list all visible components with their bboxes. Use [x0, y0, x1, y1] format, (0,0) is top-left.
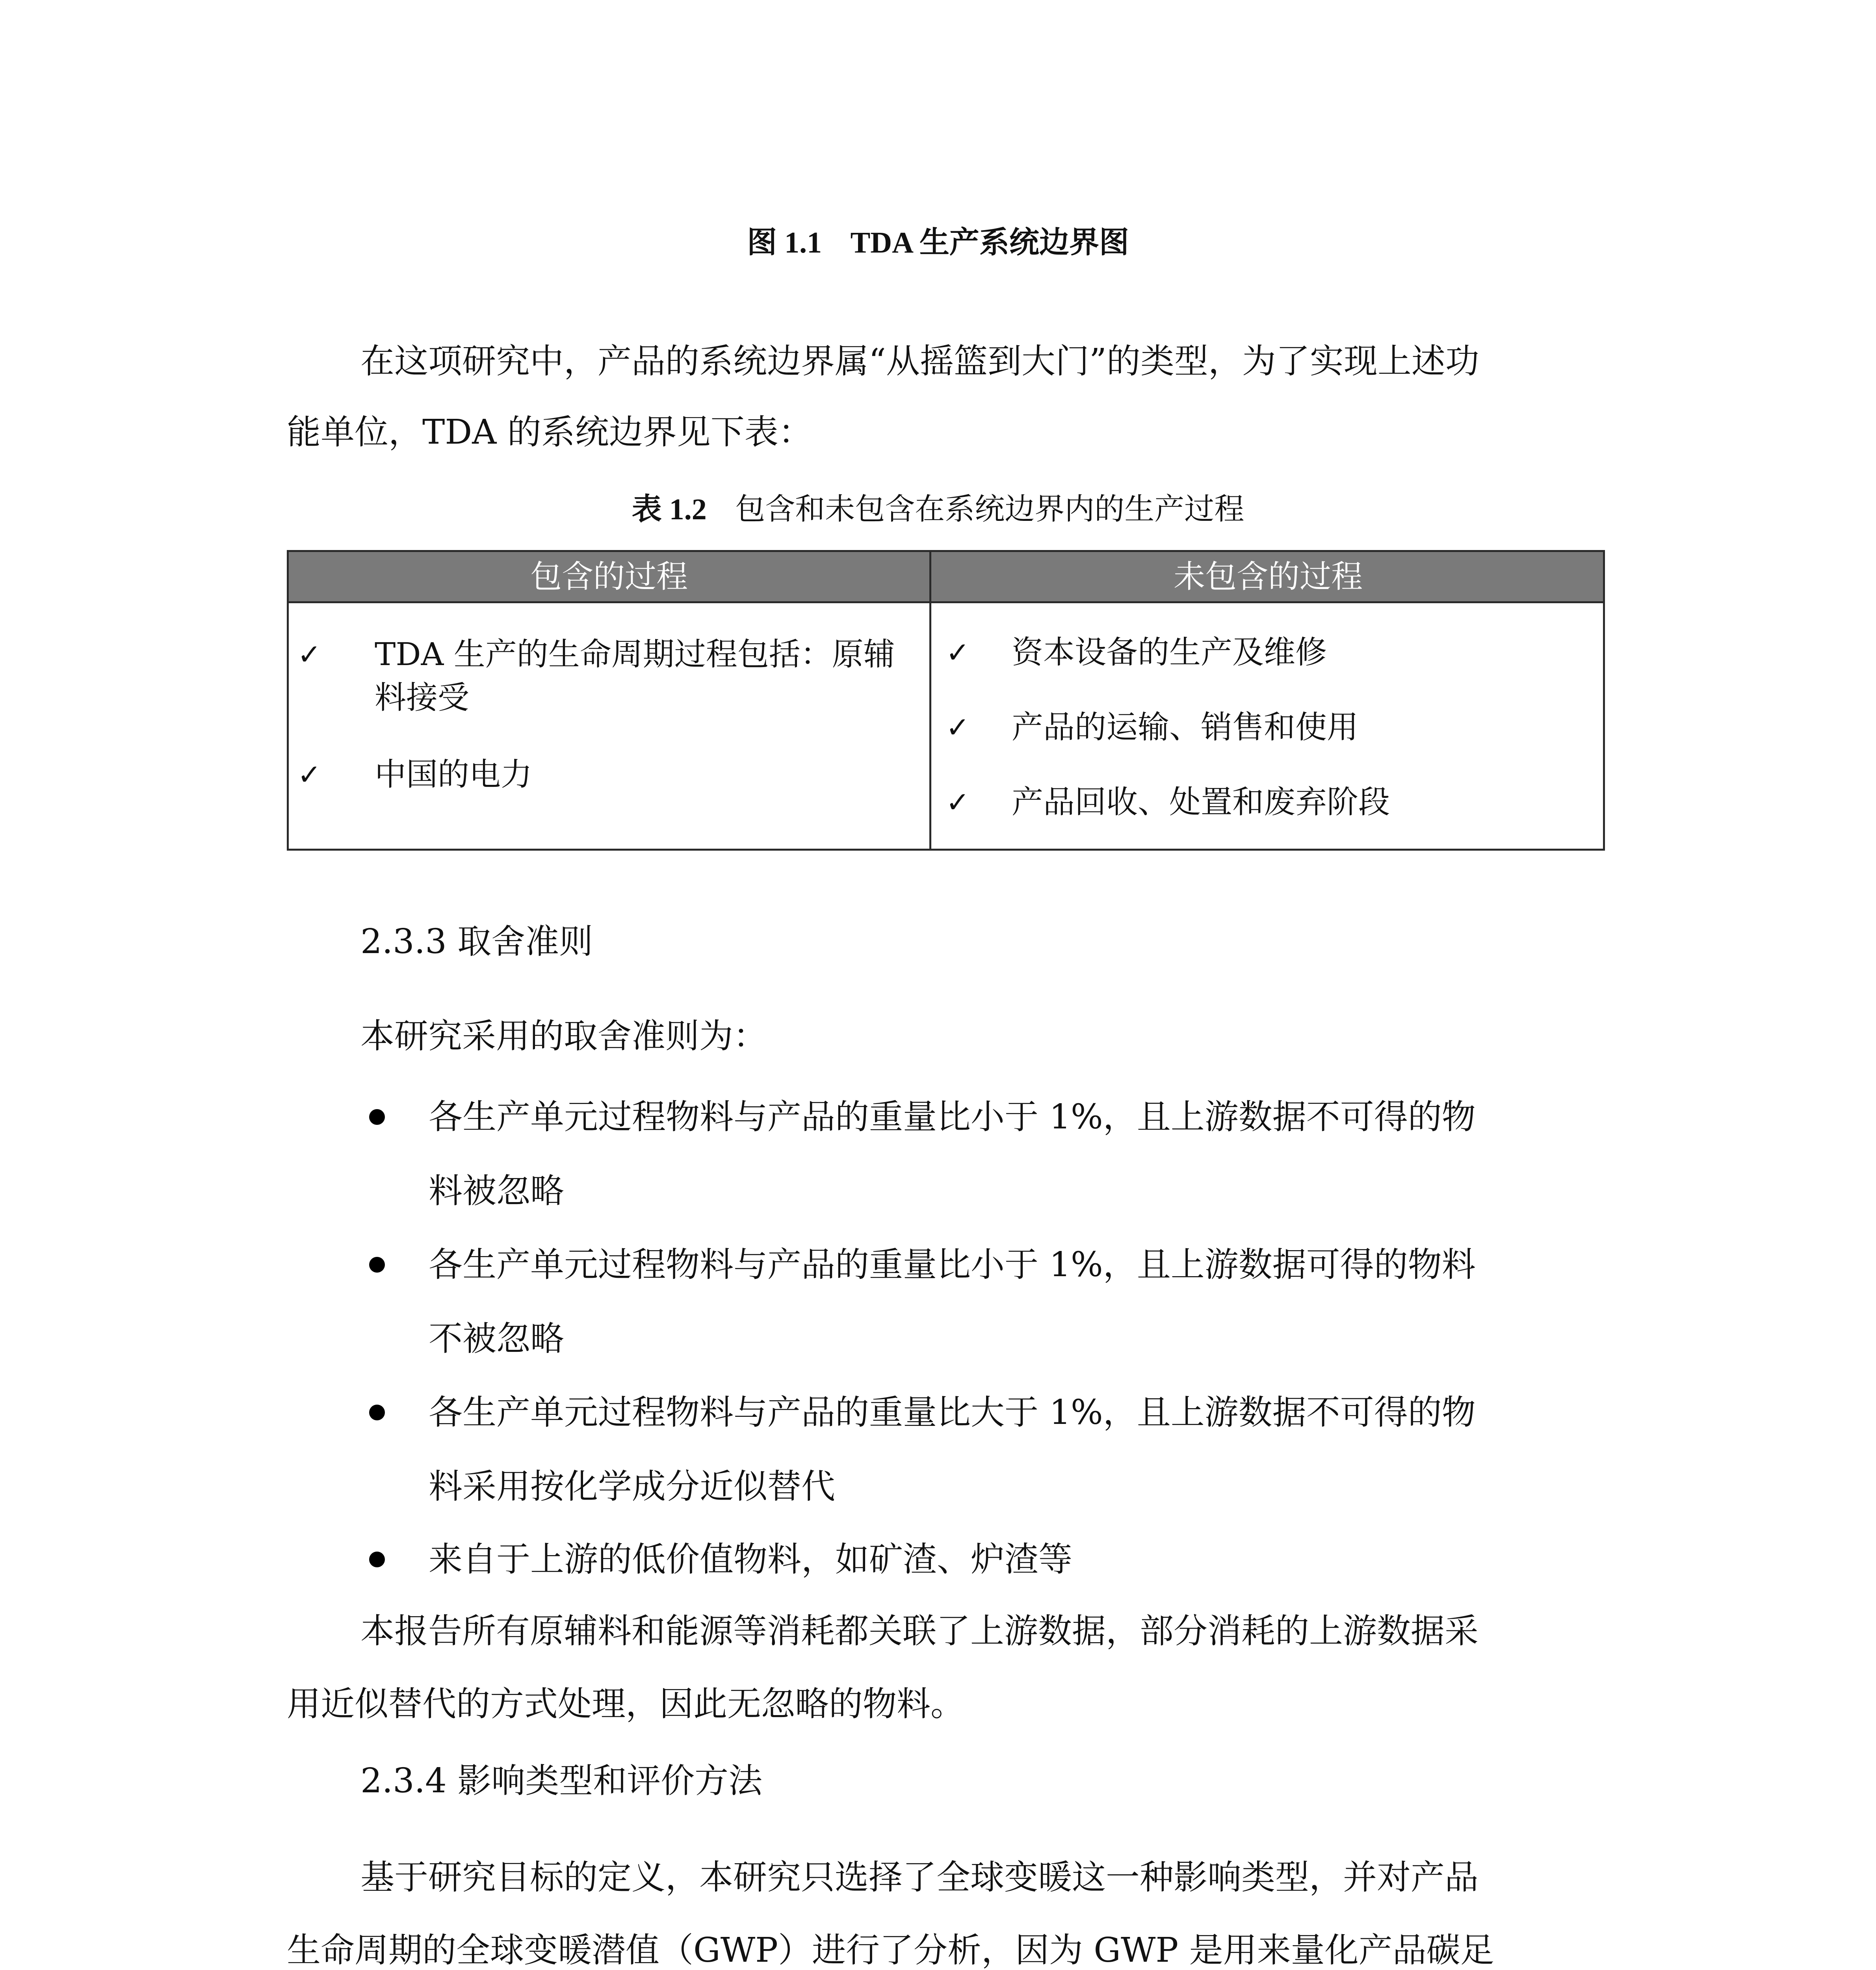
section-234-p1-line-2: 生命周期的全球变暖潜值（GWP）进行了分析，因为 GWP 是用来量化产品碳足 — [287, 1931, 1494, 1970]
table-caption — [0, 487, 1876, 531]
included-item-2: 中国的电力 — [375, 756, 532, 793]
bullet-icon — [369, 1405, 385, 1420]
included-item-1-line-2: 料接受 — [375, 679, 469, 716]
excluded-item-3: 产品回收、处置和废弃阶段 — [1012, 784, 1390, 820]
check-icon: ✓ — [946, 711, 970, 744]
table-number: 表 1.2 — [632, 493, 707, 526]
check-icon: ✓ — [946, 636, 970, 669]
excluded-item-2: 产品的运输、销售和使用 — [1012, 709, 1358, 745]
table-title: 包含和未包含在系统边界内的生产过程 — [735, 491, 1244, 526]
excluded-item-1: 资本设备的生产及维修 — [1012, 634, 1327, 671]
criterion-3-line-2: 料采用按化学成分近似替代 — [429, 1467, 835, 1506]
check-icon: ✓ — [297, 758, 321, 791]
criterion-3-line-1: 各生产单元过程物料与产品的重量比大于 1%，且上游数据不可得的物 — [429, 1393, 1476, 1432]
check-icon: ✓ — [946, 786, 970, 819]
criterion-4: 来自于上游的低价值物料，如矿渣、炉渣等 — [429, 1540, 1072, 1579]
intro-line-1: 在这项研究中，产品的系统边界属“从摇篮到大门”的类型，为了实现上述功 — [360, 342, 1479, 381]
section-233-closing-line-1: 本报告所有原辅料和能源等消耗都关联了上游数据，部分消耗的上游数据采 — [360, 1611, 1479, 1651]
criterion-1-line-2: 料被忽略 — [429, 1171, 564, 1211]
included-item-1-line-1: TDA 生产的生命周期过程包括：原辅 — [375, 636, 895, 673]
bullet-icon — [369, 1257, 385, 1273]
header-included: 包含的过程 — [530, 558, 688, 595]
bullet-icon — [369, 1109, 385, 1125]
system-boundary-table — [287, 550, 1605, 851]
intro-line-2: 能单位，TDA 的系统边界见下表： — [287, 413, 812, 452]
section-233-intro: 本研究采用的取舍准则为： — [360, 1017, 767, 1056]
figure-caption — [0, 221, 1876, 264]
section-234-p1-line-1: 基于研究目标的定义，本研究只选择了全球变暖这一种影响类型，并对产品 — [360, 1858, 1479, 1897]
column-divider — [929, 552, 931, 849]
figure-number: 图 1.1 — [747, 226, 822, 259]
section-233-heading: 2.3.3 取舍准则 — [360, 922, 593, 961]
criterion-2-line-2: 不被忽略 — [429, 1319, 564, 1359]
figure-title: TDA 生产系统边界图 — [850, 226, 1129, 259]
check-icon: ✓ — [297, 638, 321, 671]
bullet-icon — [369, 1552, 385, 1567]
section-233-closing-line-2: 用近似替代的方式处理，因此无忽略的物料。 — [287, 1684, 964, 1724]
table-header-row — [289, 552, 1603, 603]
header-excluded: 未包含的过程 — [1174, 558, 1363, 595]
section-234-heading: 2.3.4 影响类型和评价方法 — [360, 1761, 763, 1801]
criterion-1-line-1: 各生产单元过程物料与产品的重量比小于 1%，且上游数据不可得的物 — [429, 1097, 1476, 1137]
criterion-2-line-1: 各生产单元过程物料与产品的重量比小于 1%，且上游数据可得的物料 — [429, 1245, 1476, 1284]
